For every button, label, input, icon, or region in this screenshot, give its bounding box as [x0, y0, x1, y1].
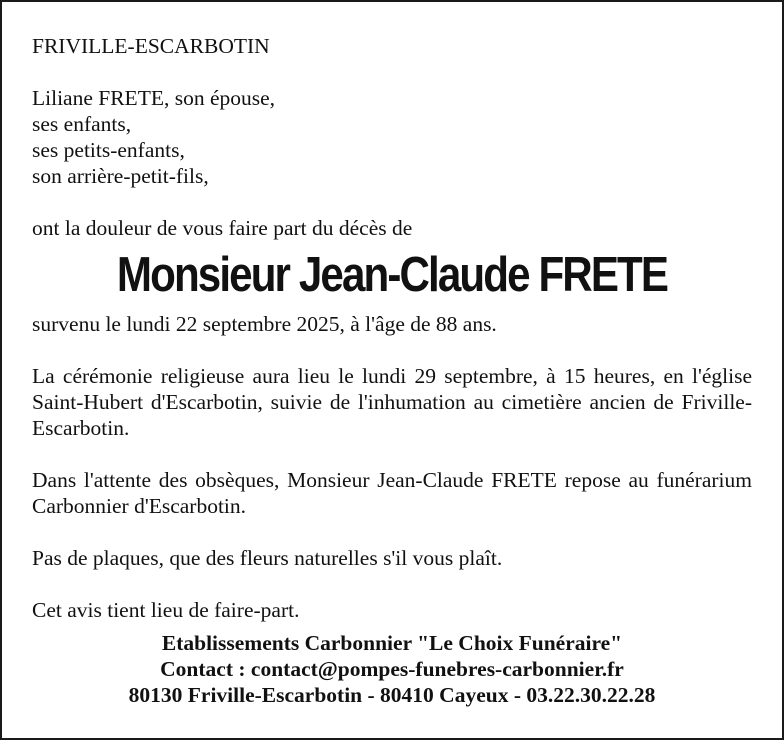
- funeral-home-footer: [2, 630, 782, 708]
- family-list: [32, 85, 752, 189]
- deceased-name: Monsieur Jean-Claude FRETE: [116, 248, 668, 302]
- funeral-home-name: Etablissements Carbonnier "Le Choix Funéraire": [161, 631, 623, 655]
- funeral-home-contact: Contact : contact@pompes-funebres-carbonnier.fr: [160, 657, 624, 681]
- family-line-spouse: Liliane FRETE, son épouse,: [32, 86, 276, 110]
- announcement-text: ont la douleur de vous faire part du décès de: [32, 216, 413, 240]
- funeral-home-address: 80130 Friville-Escarbotin - 80410 Cayeux - 03.22.30.22.28: [128, 683, 656, 707]
- flowers-paragraph: Pas de plaques, que des fleurs naturelles s'il vous plaît.: [32, 546, 503, 570]
- ceremony-paragraph: La cérémonie religieuse aura lieu le lundi 29 septembre, à 15 heures, en l'église Saint-Hubert d'Escarbotin, suivie de l'inhumation au cimetière ancien de Friville-Escarbotin.: [32, 364, 752, 440]
- city-heading: FRIVILLE-ESCARBOTIN: [32, 34, 270, 58]
- family-line-great-grandson: son arrière-petit-fils,: [32, 164, 209, 188]
- family-line-grandchildren: ses petits-enfants,: [32, 138, 185, 162]
- notice-body: [32, 33, 752, 623]
- wake-paragraph: Dans l'attente des obsèques, Monsieur Jean-Claude FRETE repose au funérarium Carbonnier d'Escarbotin.: [32, 468, 752, 518]
- replaces-announcement: Cet avis tient lieu de faire-part.: [32, 598, 300, 622]
- family-line-children: ses enfants,: [32, 112, 132, 136]
- death-info: survenu le lundi 22 septembre 2025, à l'âge de 88 ans.: [32, 312, 497, 336]
